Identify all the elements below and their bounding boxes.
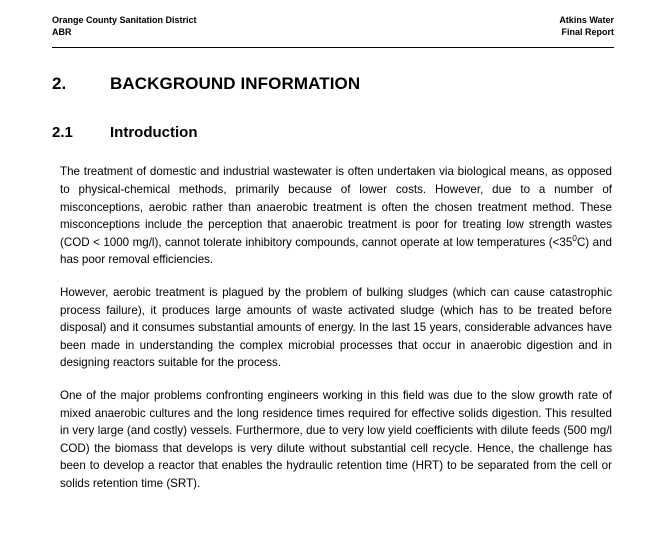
- header-right-block: [559, 14, 614, 38]
- section-title: BACKGROUND INFORMATION: [110, 74, 361, 94]
- body-text: [52, 163, 614, 492]
- paragraph-2: However, aerobic treatment is plagued by the problem of bulking sludges (which can cause catastrophic process failure), it produces large amounts of waste activated sludge (which has to be treated before disposal) and it consumes substantial amounts of energy. In the last 15 years, considerable advances have been made in understanding the complex microbial processes that occur in anaerobic digestion and in designing reactors suitable for the process.: [60, 285, 612, 370]
- header-organization: Orange County Sanitation District: [52, 15, 197, 25]
- header-company: Atkins Water: [559, 15, 614, 25]
- header-left-block: [52, 14, 197, 38]
- degree-superscript: 0: [572, 232, 577, 243]
- paragraph-1: [60, 163, 612, 269]
- subsection-heading: [52, 124, 614, 141]
- section-number: 2.: [52, 74, 67, 94]
- subsection-title: Introduction: [110, 124, 198, 142]
- header-project-code: ABR: [52, 27, 72, 38]
- paragraph-1-text: The treatment of domestic and industrial wastewater is often undertaken via biological means, as opposed to physical-chemical methods, primarily because of lower costs. However, due to a number of misconceptions, aerobic rather than anaerobic treatment is often the chosen treatment method. These misconceptions include the perception that anaerobic treatment is poor for treating low strength wastes (COD < 1000 mg/l), cannot tolerate inhibitory compounds, cannot operate at low temperatures (<35: [60, 165, 612, 249]
- paragraph-3: One of the major problems confronting engineers working in this field was due to the slow growth rate of mixed anaerobic cultures and the long residence times required for effective solids digestion. This resulted in very large (and costly) vessels. Furthermore, due to very low yield coefficients with dilute feeds (500 mg/l COD) the biomass that develops is very dilute without substantial cell recycle. Hence, the challenge has been to develop a reactor that enables the hydraulic retention time (HRT) to be separated from the cell or solids retention time (SRT).: [60, 388, 612, 491]
- header-document-type: Final Report: [561, 27, 614, 38]
- header-divider: [52, 47, 614, 48]
- section-heading: [52, 74, 614, 94]
- running-header: [52, 0, 614, 38]
- subsection-number: 2.1: [52, 124, 73, 142]
- paragraph-1-text-after: C) and has poor removal efficiencies.: [60, 235, 612, 267]
